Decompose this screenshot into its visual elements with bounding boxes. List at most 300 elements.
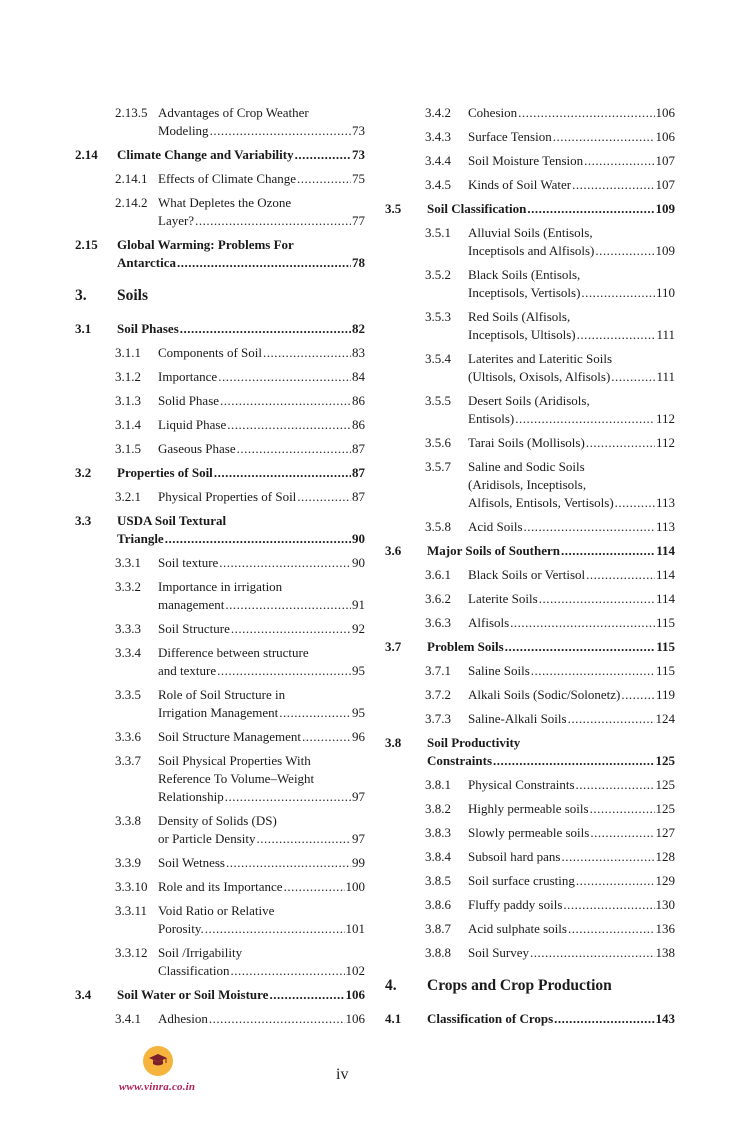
- toc-subsection[interactable]: [385, 872, 675, 890]
- toc-page-number: 102: [345, 963, 365, 978]
- toc-subsection[interactable]: [75, 416, 365, 434]
- toc-entry-number: 3.3.2: [115, 579, 141, 594]
- dot-leader: [572, 176, 654, 194]
- dot-leader: [568, 710, 655, 728]
- toc-subsection[interactable]: [385, 308, 675, 344]
- toc-page-number: 136: [655, 921, 675, 936]
- dot-leader: [210, 122, 351, 140]
- toc-section[interactable]: [75, 986, 365, 1004]
- toc-entry-title: Soil Phases: [117, 321, 179, 336]
- toc-entry-number: 3.4.4: [425, 153, 451, 168]
- toc-entry-title: Classification: [158, 963, 230, 978]
- toc-entry-title: Importance: [158, 369, 218, 384]
- dot-leader: [226, 854, 351, 872]
- toc-entry-title: Irrigation Management: [158, 705, 279, 720]
- dot-leader: [554, 1010, 654, 1028]
- toc-page-number: 75: [352, 171, 365, 186]
- dot-leader: [553, 128, 655, 146]
- toc-entry-title: Solid Phase: [158, 393, 220, 408]
- dot-leader: [577, 326, 656, 344]
- toc-entry-title: Cohesion: [468, 105, 518, 120]
- dot-leader: [563, 896, 654, 914]
- toc-subsection[interactable]: [385, 776, 675, 794]
- toc-entry-number: 3.5.4: [425, 351, 451, 366]
- toc-entry-number: 3.5.8: [425, 519, 451, 534]
- toc-entry-number: 3.3: [75, 513, 92, 528]
- toc-entry-number: 3.3.7: [115, 753, 141, 768]
- dot-leader: [530, 944, 654, 962]
- toc-page-number: 87: [352, 441, 365, 456]
- toc-section[interactable]: [75, 464, 365, 482]
- toc-subsection[interactable]: [75, 878, 365, 896]
- toc-entry-title: Porosity.: [158, 921, 204, 936]
- toc-entry-number: 3.6.3: [425, 615, 451, 630]
- toc-entry-title: Liquid Phase: [158, 417, 227, 432]
- toc-page-number: 112: [655, 411, 675, 426]
- toc-entry-number: 3.6.2: [425, 591, 451, 606]
- toc-entry-number: 3.8.1: [425, 777, 451, 792]
- toc-entry-number: 3.3.6: [115, 729, 141, 744]
- dot-leader: [505, 638, 656, 656]
- toc-entry-title: Alkali Soils (Sodic/Solonetz): [468, 687, 621, 702]
- toc-chapter[interactable]: [385, 976, 675, 996]
- toc-subsection[interactable]: [385, 824, 675, 842]
- toc-subsection[interactable]: [385, 686, 675, 704]
- toc-page-number: 119: [655, 687, 675, 702]
- toc-entry-number: 3.8.7: [425, 921, 451, 936]
- toc-subsection[interactable]: [75, 1010, 365, 1028]
- toc-subsection[interactable]: [75, 854, 365, 872]
- toc-page-number: 73: [352, 123, 365, 138]
- dot-leader: [263, 344, 351, 362]
- toc-entry-number: 3.8.2: [425, 801, 451, 816]
- toc-page-number: 112: [655, 435, 675, 450]
- graduation-cap-icon: [148, 1051, 168, 1071]
- toc-page-number: 114: [655, 591, 675, 606]
- toc-entry-title: Climate Change and Variability: [117, 147, 294, 162]
- toc-entry-title: Acid sulphate soils: [468, 921, 567, 936]
- toc-page-number: 96: [352, 729, 365, 744]
- toc-subsection[interactable]: [385, 458, 675, 512]
- toc-subsection[interactable]: [75, 644, 365, 680]
- toc-entry-title: Classification of Crops: [427, 1011, 554, 1026]
- dot-leader: [568, 920, 655, 938]
- toc-entry-number: 3.5.3: [425, 309, 451, 324]
- toc-entry-title: Density of Solids (DS): [158, 813, 277, 828]
- toc-section[interactable]: [385, 638, 675, 656]
- toc-entry-title: Global Warming: Problems For: [117, 237, 294, 252]
- toc-page-number: 107: [655, 153, 675, 168]
- dot-leader: [493, 752, 654, 770]
- toc-entry-number: 3.8.3: [425, 825, 451, 840]
- toc-entry-title: Relationship: [158, 789, 224, 804]
- toc-subsection[interactable]: [75, 368, 365, 386]
- toc-subsection[interactable]: [75, 944, 365, 980]
- toc-page-number: 125: [655, 801, 675, 816]
- dot-leader: [527, 200, 654, 218]
- dot-leader: [217, 662, 351, 680]
- toc-entry-title: Saline and Sodic Soils: [468, 459, 585, 474]
- toc-entry-title: Black Soils or Vertisol: [468, 567, 586, 582]
- vinra-logo: [143, 1046, 173, 1076]
- toc-entry-number: 3.7.2: [425, 687, 451, 702]
- toc-entry-number: 3.4.3: [425, 129, 451, 144]
- dot-leader: [231, 962, 345, 980]
- toc-entry-title: Soils: [117, 287, 149, 304]
- toc-entry-title: What Depletes the Ozone: [158, 195, 292, 210]
- toc-subsection[interactable]: [75, 752, 365, 806]
- toc-entry-title: Major Soils of Southern: [427, 543, 561, 558]
- toc-section[interactable]: [385, 542, 675, 560]
- dot-leader: [615, 494, 655, 512]
- toc-page-number: 99: [352, 855, 365, 870]
- toc-entry-title: (Ultisols, Oxisols, Alfisols): [468, 369, 611, 384]
- toc-page-number: 90: [352, 531, 365, 546]
- dot-leader: [586, 566, 655, 584]
- toc-entry-title: Physical Properties of Soil: [158, 489, 297, 504]
- toc-entry-number: 3.3.12: [115, 945, 148, 960]
- toc-entry-title: (Aridisols, Inceptisols,: [468, 477, 587, 492]
- toc-page-number: 115: [655, 615, 675, 630]
- toc-entry-number: 3.4: [75, 987, 92, 1002]
- dot-leader: [269, 986, 344, 1004]
- dot-leader: [576, 872, 655, 890]
- toc-subsection[interactable]: [385, 152, 675, 170]
- dot-leader: [302, 728, 351, 746]
- dot-leader: [524, 518, 655, 536]
- toc-page-number: 109: [655, 243, 675, 258]
- toc-entry-title: Inceptisols and Alfisols): [468, 243, 595, 258]
- toc-right-column: [385, 104, 675, 1034]
- toc-entry-title: Entisols): [468, 411, 515, 426]
- toc-subsection[interactable]: [75, 902, 365, 938]
- toc-entry-number: 3.4.1: [115, 1011, 141, 1026]
- toc-subsection[interactable]: [385, 566, 675, 584]
- toc-entry-number: 3.3.5: [115, 687, 141, 702]
- dot-leader: [237, 440, 351, 458]
- toc-subsection[interactable]: [385, 800, 675, 818]
- toc-subsection[interactable]: [385, 896, 675, 914]
- dot-leader: [227, 416, 351, 434]
- dot-leader: [611, 368, 655, 386]
- toc-page-number: 90: [352, 555, 365, 570]
- dot-leader: [279, 704, 351, 722]
- toc-entry-title: Saline Soils: [468, 663, 530, 678]
- toc-page-number: 87: [352, 465, 365, 480]
- dot-leader: [231, 620, 351, 638]
- toc-entry-number: 3.3.4: [115, 645, 141, 660]
- dot-leader: [518, 104, 654, 122]
- toc-subsection[interactable]: [75, 812, 365, 848]
- toc-page-number: 95: [352, 705, 365, 720]
- toc-entry-title: Constraints: [427, 753, 493, 768]
- toc-entry-title: Void Ratio or Relative: [158, 903, 275, 918]
- toc-entry-title: Soil Survey: [468, 945, 530, 960]
- toc-subsection[interactable]: [385, 590, 675, 608]
- toc-entry-number: 3.3.3: [115, 621, 141, 636]
- toc-entry-number: 2.13.5: [115, 105, 148, 120]
- toc-entry-title: management: [158, 597, 225, 612]
- toc-page-number: 113: [655, 495, 675, 510]
- toc-subsection[interactable]: [75, 344, 365, 362]
- toc-subsection[interactable]: [75, 686, 365, 722]
- toc-page-number: 114: [656, 543, 675, 558]
- toc-subsection[interactable]: [75, 392, 365, 410]
- toc-entry-title: Alluvial Soils (Entisols,: [468, 225, 593, 240]
- toc-entry-number: 2.14: [75, 147, 98, 162]
- toc-entry-title: Effects of Climate Change: [158, 171, 297, 186]
- toc-subsection[interactable]: [75, 170, 365, 188]
- toc-page-number: 78: [352, 255, 365, 270]
- toc-subsection[interactable]: [385, 434, 675, 452]
- toc-page-number: 113: [655, 519, 675, 534]
- toc-entry-number: 2.14.2: [115, 195, 148, 210]
- toc-entry-number: 3.3.1: [115, 555, 141, 570]
- toc-subsection[interactable]: [75, 620, 365, 638]
- toc-section[interactable]: [75, 320, 365, 338]
- toc-subsection[interactable]: [385, 128, 675, 146]
- toc-entry-number: 3.6: [385, 543, 402, 558]
- toc-entry-number: 3.: [75, 287, 87, 304]
- toc-entry-number: 2.14.1: [115, 171, 148, 186]
- toc-entry-title: Red Soils (Alfisols,: [468, 309, 571, 324]
- toc-entry-number: 3.1.3: [115, 393, 141, 408]
- toc-entry-title: Soil Structure Management: [158, 729, 301, 744]
- toc-entry-number: 3.5.2: [425, 267, 451, 282]
- toc-page-number: 87: [352, 489, 365, 504]
- toc-entry-title: Layer?: [158, 213, 195, 228]
- toc-chapter[interactable]: [75, 286, 365, 306]
- toc-entry-title: Role and its Importance: [158, 879, 283, 894]
- toc-entry-title: Soil /Irrigability: [158, 945, 243, 960]
- toc-page-number: 127: [655, 825, 675, 840]
- toc-page-number: 84: [352, 369, 365, 384]
- toc-page-number: 114: [655, 567, 675, 582]
- toc-entry-number: 3.2.1: [115, 489, 141, 504]
- dot-leader: [180, 320, 351, 338]
- toc-entry-title: Physical Constraints: [468, 777, 575, 792]
- toc-subsection[interactable]: [75, 554, 365, 572]
- toc-entry-title: Role of Soil Structure in: [158, 687, 286, 702]
- toc-page-number: 97: [352, 789, 365, 804]
- dot-leader: [295, 146, 351, 164]
- toc-subsection[interactable]: [385, 104, 675, 122]
- dot-leader: [576, 776, 655, 794]
- dot-leader: [297, 170, 351, 188]
- toc-subsection[interactable]: [75, 578, 365, 614]
- toc-subsection[interactable]: [385, 392, 675, 428]
- toc-page-number: 83: [352, 345, 365, 360]
- toc-entry-number: 3.1.4: [115, 417, 141, 432]
- toc-section[interactable]: [75, 236, 365, 272]
- dot-leader: [561, 542, 655, 560]
- toc-entry-number: 3.4.5: [425, 177, 451, 192]
- toc-entry-title: Slowly permeable soils: [468, 825, 590, 840]
- dot-leader: [219, 554, 351, 572]
- toc-entry-number: 3.6.1: [425, 567, 451, 582]
- toc-entry-title: Kinds of Soil Water: [468, 177, 572, 192]
- toc-page-number: 101: [345, 921, 365, 936]
- toc-page-number: 130: [655, 897, 675, 912]
- dot-leader: [561, 848, 654, 866]
- toc-entry-number: 3.1: [75, 321, 92, 336]
- toc-page-number: 106: [655, 105, 675, 120]
- dot-leader: [225, 788, 351, 806]
- toc-subsection[interactable]: [385, 920, 675, 938]
- toc-section[interactable]: [75, 146, 365, 164]
- toc-page-number: 115: [655, 663, 675, 678]
- toc-entry-title: Laterites and Lateritic Soils: [468, 351, 613, 366]
- toc-entry-number: 3.8: [385, 735, 402, 750]
- dot-leader: [177, 254, 351, 272]
- dot-leader: [584, 152, 654, 170]
- toc-page-number: 125: [655, 753, 675, 768]
- toc-entry-title: Soil Water or Soil Moisture: [117, 987, 269, 1002]
- toc-entry-title: Soil Structure: [158, 621, 230, 636]
- toc-entry-title: Inceptisols, Vertisols): [468, 285, 581, 300]
- toc-entry-title: Importance in irrigation: [158, 579, 283, 594]
- toc-page-number: 115: [656, 639, 675, 654]
- toc-subsection[interactable]: [385, 614, 675, 632]
- toc-entry-number: 3.7.1: [425, 663, 451, 678]
- toc-entry-number: 3.8.6: [425, 897, 451, 912]
- toc-entry-title: Soil Productivity: [427, 735, 521, 750]
- toc-entry-title: Desert Soils (Aridisols,: [468, 393, 590, 408]
- toc-subsection[interactable]: [385, 176, 675, 194]
- toc-page-number: 77: [352, 213, 365, 228]
- toc-page-number: 97: [352, 831, 365, 846]
- toc-entry-title: Soil Classification: [427, 201, 527, 216]
- toc-left-column: [75, 104, 365, 1034]
- toc-page-number: 111: [656, 327, 675, 342]
- footer-url[interactable]: www.vinra.co.in: [119, 1081, 196, 1093]
- toc-page-number: 129: [655, 873, 675, 888]
- toc-page-number: 106: [345, 1011, 365, 1026]
- toc-subsection[interactable]: [385, 848, 675, 866]
- toc-entry-number: 3.5.5: [425, 393, 451, 408]
- toc-subsection[interactable]: [385, 662, 675, 680]
- dot-leader: [195, 212, 351, 230]
- toc-entry-title: Soil surface crusting: [468, 873, 575, 888]
- toc-page-number: 92: [352, 621, 365, 636]
- dot-leader: [284, 878, 345, 896]
- toc-page-number: 143: [655, 1011, 675, 1026]
- dot-leader: [165, 530, 351, 548]
- toc-subsection[interactable]: [75, 194, 365, 230]
- toc-section[interactable]: [385, 200, 675, 218]
- toc-page-number: 82: [352, 321, 365, 336]
- toc-entry-title: Antarctica: [117, 255, 176, 270]
- toc-page-number: 111: [656, 369, 675, 384]
- toc-entry-title: Alfisols, Entisols, Vertisols): [468, 495, 614, 510]
- toc-subsection[interactable]: [385, 944, 675, 962]
- toc-entry-title: and texture: [158, 663, 217, 678]
- toc-entry-title: Fluffy paddy soils: [468, 897, 563, 912]
- toc-page-number: 100: [345, 879, 365, 894]
- toc-entry-title: Crops and Crop Production: [427, 977, 612, 994]
- toc-subsection[interactable]: [385, 350, 675, 386]
- toc-entry-title: Components of Soil: [158, 345, 263, 360]
- toc-subsection[interactable]: [385, 266, 675, 302]
- toc-entry-title: Soil Wetness: [158, 855, 225, 870]
- toc-subsection[interactable]: [385, 224, 675, 260]
- toc-subsection[interactable]: [75, 104, 365, 140]
- toc-entry-number: 3.3.9: [115, 855, 141, 870]
- toc-entry-number: 3.7: [385, 639, 402, 654]
- toc-entry-title: Subsoil hard pans: [468, 849, 561, 864]
- dot-leader: [510, 614, 655, 632]
- toc-entry-number: 3.1.5: [115, 441, 141, 456]
- toc-entry-number: 3.5.1: [425, 225, 451, 240]
- dot-leader: [590, 824, 654, 842]
- toc-entry-title: Difference between structure: [158, 645, 309, 660]
- toc-entry-number: 3.4.2: [425, 105, 451, 120]
- toc-entry-number: 4.: [385, 977, 397, 994]
- toc-entry-title: Highly permeable soils: [468, 801, 589, 816]
- dot-leader: [209, 1010, 345, 1028]
- toc-entry-title: Triangle: [117, 531, 164, 546]
- toc-page-number: 128: [655, 849, 675, 864]
- toc-entry-title: Modeling: [158, 123, 209, 138]
- toc-entry-title: Problem Soils: [427, 639, 504, 654]
- toc-entry-title: Tarai Soils (Mollisols): [468, 435, 585, 450]
- dot-leader: [590, 800, 655, 818]
- dot-leader: [297, 488, 351, 506]
- toc-subsection[interactable]: [385, 710, 675, 728]
- dot-leader: [531, 662, 655, 680]
- toc-subsection[interactable]: [385, 518, 675, 536]
- toc-entry-number: 3.8.4: [425, 849, 451, 864]
- toc-entry-title: Advantages of Crop Weather: [158, 105, 309, 120]
- toc-section[interactable]: [385, 1010, 675, 1028]
- toc-entry-title: Adhesion: [158, 1011, 208, 1026]
- toc-entry-number: 3.2: [75, 465, 92, 480]
- dot-leader: [256, 830, 351, 848]
- toc-subsection[interactable]: [75, 440, 365, 458]
- toc-subsection[interactable]: [75, 488, 365, 506]
- toc-entry-title: Reference To Volume–Weight: [158, 771, 315, 786]
- toc-entry-title: Gaseous Phase: [158, 441, 236, 456]
- toc-page-number: 86: [352, 393, 365, 408]
- toc-page-number: 86: [352, 417, 365, 432]
- dot-leader: [586, 434, 655, 452]
- toc-entry-title: Acid Soils: [468, 519, 523, 534]
- toc-section[interactable]: [75, 512, 365, 548]
- toc-entry-title: Alfisols: [468, 615, 510, 630]
- dot-leader: [218, 368, 351, 386]
- toc-entry-title: USDA Soil Textural: [117, 513, 227, 528]
- toc-entry-number: 3.5.7: [425, 459, 451, 474]
- toc-page-number: 95: [352, 663, 365, 678]
- dot-leader: [515, 410, 655, 428]
- dot-leader: [214, 464, 351, 482]
- toc-page-number: 106: [655, 129, 675, 144]
- dot-leader: [621, 686, 655, 704]
- toc-page-number: 106: [345, 987, 365, 1002]
- toc-entry-number: 3.8.8: [425, 945, 451, 960]
- toc-entry-title: Soil Moisture Tension: [468, 153, 584, 168]
- dot-leader: [205, 920, 345, 938]
- toc-entry-number: 3.1.1: [115, 345, 141, 360]
- toc-entry-title: Soil texture: [158, 555, 219, 570]
- toc-section[interactable]: [385, 734, 675, 770]
- toc-entry-number: 3.5: [385, 201, 402, 216]
- page-number: iv: [336, 1066, 349, 1083]
- toc-subsection[interactable]: [75, 728, 365, 746]
- toc-page-number: 110: [655, 285, 675, 300]
- toc-entry-number: 3.5.6: [425, 435, 451, 450]
- dot-leader: [225, 596, 351, 614]
